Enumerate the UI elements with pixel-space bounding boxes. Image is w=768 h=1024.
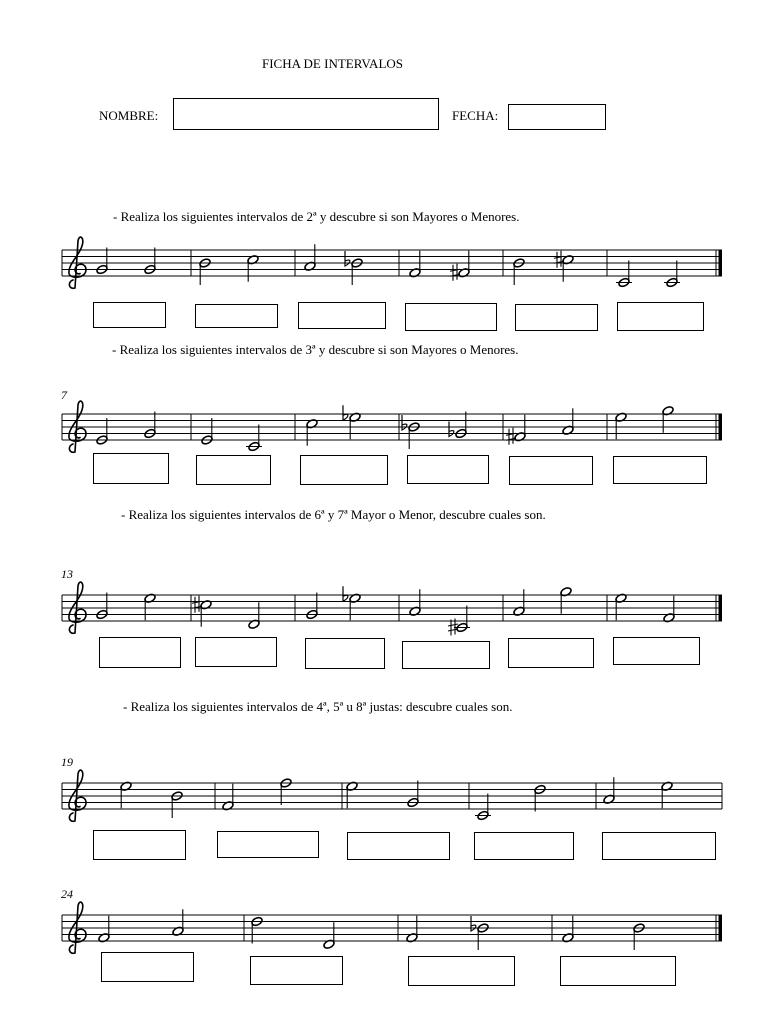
sharp-icon bbox=[554, 251, 564, 268]
answer-box[interactable] bbox=[613, 637, 700, 665]
answer-box[interactable] bbox=[196, 455, 271, 485]
answer-box[interactable] bbox=[508, 638, 594, 668]
measure-number: 24 bbox=[61, 887, 73, 901]
answer-box[interactable] bbox=[405, 303, 497, 331]
answer-box[interactable] bbox=[305, 638, 385, 669]
answer-box[interactable] bbox=[347, 832, 450, 860]
answer-box[interactable] bbox=[402, 641, 490, 669]
answer-box[interactable] bbox=[602, 832, 716, 860]
instruction-seconds: - Realiza los siguientes intervalos de 2ª y descubre si son Mayores o Menores. bbox=[113, 209, 520, 224]
name-label: NOMBRE: bbox=[99, 108, 159, 123]
answer-box[interactable] bbox=[613, 456, 707, 484]
flat-icon bbox=[402, 415, 407, 430]
answer-box[interactable] bbox=[250, 956, 343, 985]
answer-box[interactable] bbox=[101, 952, 194, 982]
final-bar-thick bbox=[719, 250, 723, 276]
answer-box[interactable] bbox=[195, 637, 277, 667]
flat-icon bbox=[343, 586, 348, 601]
sharp-icon bbox=[192, 596, 202, 613]
page-title: FICHA DE INTERVALOS bbox=[262, 56, 404, 71]
flat-icon bbox=[449, 422, 454, 437]
date-label: FECHA: bbox=[452, 108, 499, 123]
answer-box[interactable] bbox=[408, 956, 515, 986]
flat-icon bbox=[471, 916, 476, 931]
final-bar-thick bbox=[719, 414, 723, 440]
measure-number: 13 bbox=[61, 567, 73, 581]
final-bar-thick bbox=[719, 595, 723, 621]
sharp-icon bbox=[506, 428, 516, 445]
answer-box[interactable] bbox=[560, 956, 676, 986]
answer-box[interactable] bbox=[93, 302, 166, 328]
answer-box[interactable] bbox=[99, 637, 181, 668]
answer-box[interactable] bbox=[217, 831, 319, 858]
instruction-sixths-sevenths: - Realiza los siguientes intervalos de 6ª y 7ª Mayor o Menor, descubre cuales son. bbox=[121, 507, 546, 522]
instruction-thirds: - Realiza los siguientes intervalos de 3ª y descubre si son Mayores o Menores. bbox=[112, 342, 519, 357]
answer-box[interactable] bbox=[195, 304, 278, 328]
answer-box[interactable] bbox=[509, 456, 593, 485]
answer-box[interactable] bbox=[474, 832, 574, 860]
flat-icon bbox=[345, 251, 350, 266]
measure-number: 19 bbox=[61, 755, 73, 769]
answer-box[interactable] bbox=[298, 302, 386, 329]
answer-box[interactable] bbox=[407, 455, 489, 484]
answer-box[interactable] bbox=[515, 304, 598, 331]
answer-box[interactable] bbox=[617, 302, 704, 331]
answer-box[interactable] bbox=[93, 453, 169, 484]
answer-box[interactable] bbox=[93, 830, 186, 860]
answer-box[interactable] bbox=[300, 455, 388, 485]
measure-number: 7 bbox=[61, 388, 67, 402]
flat-icon bbox=[343, 405, 348, 420]
instruction-perfect-intervals: - Realiza los siguientes intervalos de 4ª, 5ª u 8ª justas: descubre cuales son. bbox=[123, 699, 513, 714]
final-bar-thick bbox=[719, 915, 723, 941]
sharp-icon bbox=[450, 264, 460, 281]
